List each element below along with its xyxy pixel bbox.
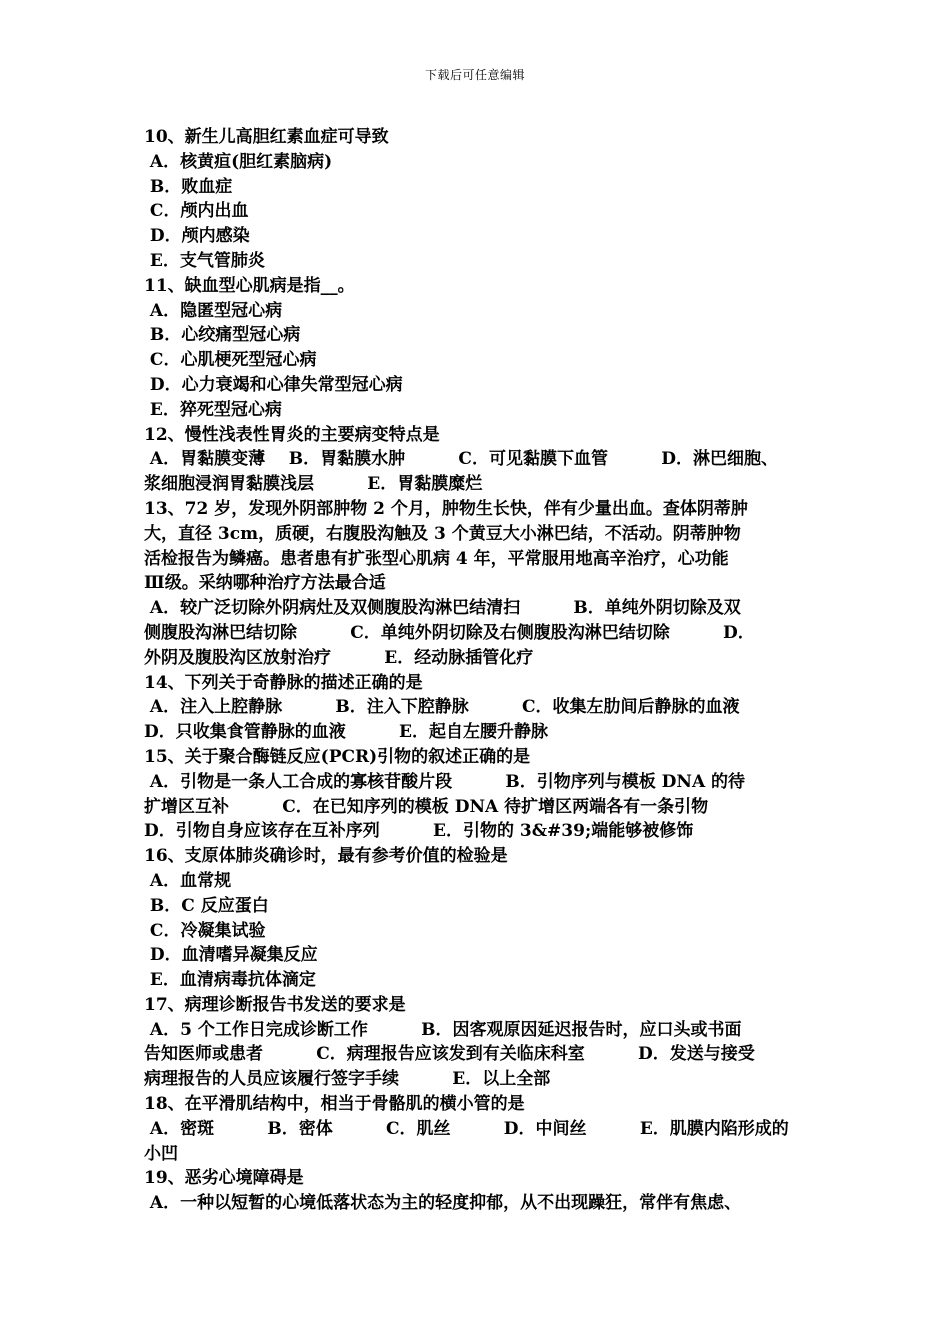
answer-option: D．颅内感染 (144, 226, 250, 247)
question-text-line: 活检报告为鳞癌。患者患有扩张型心肌病 4 年，平常服用地高辛治疗，心功能 (144, 548, 729, 569)
question-title: 16、支原体肺炎确诊时，最有参考价值的检验是 (144, 846, 508, 867)
answer-options-line: A．较广泛切除外阴病灶及双侧腹股沟淋巴结清扫 B．单纯外阴切除及双 (144, 598, 741, 619)
answer-option: D．血清嗜异凝集反应 (144, 945, 318, 966)
document-body (144, 125, 816, 1216)
answer-option: A．隐匿型冠心病 (144, 300, 283, 321)
question-text-line: Ⅲ级。采纳哪种治疗方法最合适 (144, 573, 386, 594)
answer-options-line: 扩增区互补 C．在已知序列的模板 DNA 待扩增区两端各有一条引物 (144, 796, 709, 817)
answer-options-line: A．胃黏膜变薄 B．胃黏膜水肿 C．可见黏膜下血管 D．淋巴细胞、 (144, 449, 778, 470)
answer-options-line: D．引物自身应该存在互补序列 E．引物的 3&#39;端能够被修饰 (144, 821, 694, 842)
answer-option: A．一种以短暂的心境低落状态为主的轻度抑郁，从不出现躁狂，常伴有焦虑、 (144, 1193, 742, 1214)
answer-options-line: A．密斑 B．密体 C．肌丝 D．中间丝 E．肌膜内陷形成的 (144, 1118, 789, 1139)
answer-options-line: A．注入上腔静脉 B．注入下腔静脉 C．收集左肋间后静脉的血液 (144, 697, 740, 718)
answer-option: B．败血症 (144, 176, 233, 197)
answer-options-line: D．只收集食管静脉的血液 E．起自左腰升静脉 (144, 722, 548, 743)
answer-option: C．颅内出血 (144, 201, 249, 222)
answer-option: B．心绞痛型冠心病 (144, 325, 301, 346)
answer-option: C．心肌梗死型冠心病 (144, 350, 317, 371)
answer-option: B．C 反应蛋白 (144, 895, 269, 916)
question-text-line: 大，直径 3cm，质硬，右腹股沟触及 3 个黄豆大小淋巴结，不活动。阴蒂肿物 (144, 523, 741, 544)
answer-option: A．血常规 (144, 870, 232, 891)
page-header: 下载后可任意编辑 (424, 68, 525, 82)
question-title: 11、缺血型心肌病是指__。 (144, 275, 355, 296)
answer-options-line: 侧腹股沟淋巴结切除 C．单纯外阴切除及右侧腹股沟淋巴结切除 D． (144, 622, 755, 643)
question-title: 12、慢性浅表性胃炎的主要病变特点是 (144, 424, 440, 445)
answer-option: E．血清病毒抗体滴定 (144, 970, 316, 991)
question-title: 10、新生儿高胆红素血症可导致 (144, 127, 389, 147)
answer-option: A．核黄疸(胆红素脑病) (144, 151, 333, 172)
answer-options-line: 病理报告的人员应该履行签字手续 E．以上全部 (144, 1069, 551, 1090)
answer-option: C．冷凝集试验 (144, 920, 266, 941)
question-title: 17、病理诊断报告书发送的要求是 (144, 994, 406, 1015)
answer-options-line: 小凹 (144, 1143, 178, 1164)
answer-options-line: 外阴及腹股沟区放射治疗 E．经动脉插管化疗 (144, 647, 534, 668)
answer-option: E．支气管肺炎 (144, 250, 265, 271)
answer-options-line: A．5 个工作日完成诊断工作 B．因客观原因延迟报告时，应口头或书面 (144, 1019, 742, 1040)
answer-option: D．心力衰竭和心律失常型冠心病 (144, 374, 403, 395)
question-title: 18、在平滑肌结构中，相当于骨骼肌的横小管的是 (144, 1094, 525, 1115)
question-title: 15、关于聚合酶链反应(PCR)引物的叙述正确的是 (144, 746, 531, 767)
question-text-line: 13、72 岁，发现外阴部肿物 2 个月，肿物生长快，伴有少量出血。查体阴蒂肿 (144, 498, 748, 519)
answer-option: E．猝死型冠心病 (144, 399, 282, 420)
question-title: 14、下列关于奇静脉的描述正确的是 (144, 672, 423, 693)
question-title: 19、恶劣心境障碍是 (144, 1168, 304, 1189)
answer-options-line: 浆细胞浸润胃黏膜浅层 E．胃黏膜糜烂 (144, 474, 483, 495)
answer-options-line: 告知医师或患者 C．病理报告应该发到有关临床科室 D．发送与接受 (144, 1044, 755, 1065)
answer-options-line: A．引物是一条人工合成的寡核苷酸片段 B．引物序列与模板 DNA 的待 (144, 771, 746, 792)
